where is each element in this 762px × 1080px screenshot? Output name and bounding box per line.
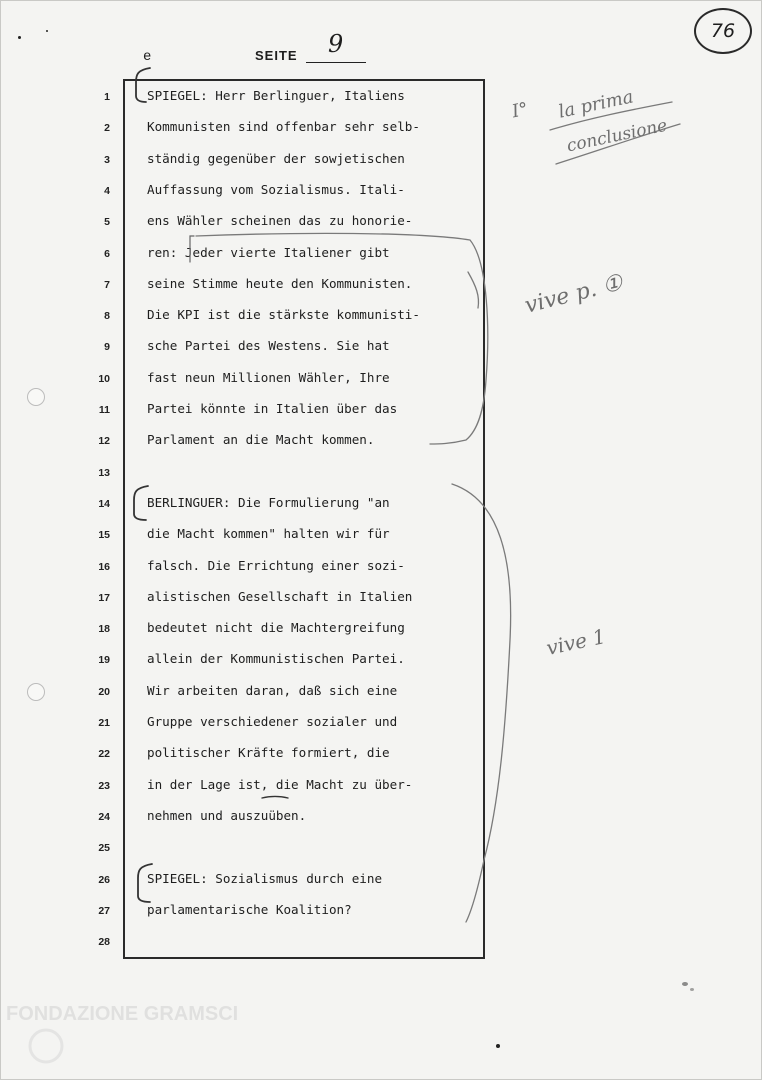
- document-number: 76: [710, 20, 736, 42]
- text-line: Partei könnte in Italien über das: [147, 401, 398, 416]
- line-number: 15: [98, 529, 110, 542]
- speck: [682, 982, 688, 986]
- line-number: 17: [98, 591, 110, 604]
- header-letter: e: [143, 49, 152, 65]
- speck: [46, 30, 48, 32]
- line-number: 20: [98, 685, 110, 698]
- text-line: Auffassung vom Sozialismus. Itali-: [147, 181, 405, 197]
- line-number: 22: [98, 748, 110, 761]
- text-line: Wir arbeiten daran, daß sich eine: [147, 682, 398, 698]
- text-line: in der Lage ist, die Macht zu über-: [147, 776, 413, 792]
- line-number: 26: [98, 873, 110, 886]
- text-line: SPIEGEL: Herr Berlinguer, Italiens: [147, 88, 405, 103]
- line-number: 1: [104, 91, 110, 103]
- line-number: 7: [104, 278, 110, 291]
- text-line: falsch. Die Errichtung einer sozi-: [147, 557, 405, 573]
- line-number: 23: [98, 779, 110, 792]
- line-number: 13: [98, 466, 110, 479]
- line-number: 18: [98, 623, 110, 636]
- line-number: 12: [98, 435, 110, 448]
- speck: [690, 988, 694, 991]
- speck: [496, 1044, 500, 1048]
- page-number: 9: [328, 30, 344, 58]
- line-number: 14: [98, 497, 110, 510]
- text-line: politischer Kräfte formiert, die: [147, 745, 390, 761]
- margin-note-mark: I°: [509, 98, 531, 123]
- text-line: ständig gegenüber der sowjetischen: [147, 150, 405, 166]
- line-number: 19: [98, 654, 110, 667]
- archive-watermark: [6, 996, 239, 1068]
- text-line: nehmen und auszuüben.: [147, 807, 307, 823]
- line-number: 11: [98, 404, 110, 416]
- text-line: ren: Jeder vierte Italiener gibt: [147, 244, 390, 260]
- text-line: allein der Kommunistischen Partei.: [147, 651, 405, 667]
- line-number: 5: [104, 216, 110, 229]
- text-line: SPIEGEL: Sozialismus durch eine: [147, 870, 383, 886]
- line-number: 25: [98, 842, 110, 855]
- text-line: Gruppe verschiedener sozialer und: [147, 714, 398, 729]
- line-number: 28: [98, 936, 110, 949]
- line-number: 21: [98, 717, 110, 729]
- text-line: die Macht kommen" halten wir für: [147, 526, 390, 542]
- text-line: fast neun Millionen Wähler, Ihre: [147, 369, 390, 385]
- watermark-text: FONDAZIONE GRAMSCI: [6, 1003, 239, 1025]
- text-line: bedeutet nicht die Machtergreifung: [147, 620, 405, 636]
- line-number: 16: [98, 560, 110, 573]
- text-line: Die KPI ist die stärkste kommunisti-: [147, 307, 420, 323]
- text-line: seine Stimme heute den Kommunisten.: [147, 275, 413, 291]
- line-number: 8: [104, 310, 110, 323]
- page-label: SEITE: [255, 48, 298, 63]
- text-line: Parlament an die Macht kommen.: [147, 432, 375, 448]
- line-number: 27: [98, 904, 110, 917]
- text-line: Kommunisten sind offenbar sehr selb-: [147, 119, 420, 135]
- text-line: sche Partei des Westens. Sie hat: [147, 338, 390, 354]
- text-line: parlamentarische Koalition?: [147, 901, 352, 917]
- margin-note-1: la prima: [556, 86, 636, 123]
- text-line: ens Wähler scheinen das zu honorie-: [147, 213, 413, 229]
- line-number: 3: [104, 153, 110, 166]
- margin-note-2: conclusione: [565, 115, 669, 157]
- speck: [18, 36, 21, 39]
- line-number: 24: [98, 810, 110, 823]
- line-number: 2: [104, 122, 110, 135]
- text-line: BERLINGUER: Die Formulierung "an: [147, 494, 390, 510]
- text-line: alistischen Gesellschaft in Italien: [147, 588, 413, 604]
- margin-note-lower: vive 1: [544, 624, 608, 660]
- line-number: 9: [104, 341, 110, 354]
- line-number: 10: [98, 372, 110, 385]
- line-number: 4: [104, 184, 110, 197]
- line-number: 6: [104, 247, 110, 260]
- margin-note-middle: vive p. ①: [522, 270, 626, 319]
